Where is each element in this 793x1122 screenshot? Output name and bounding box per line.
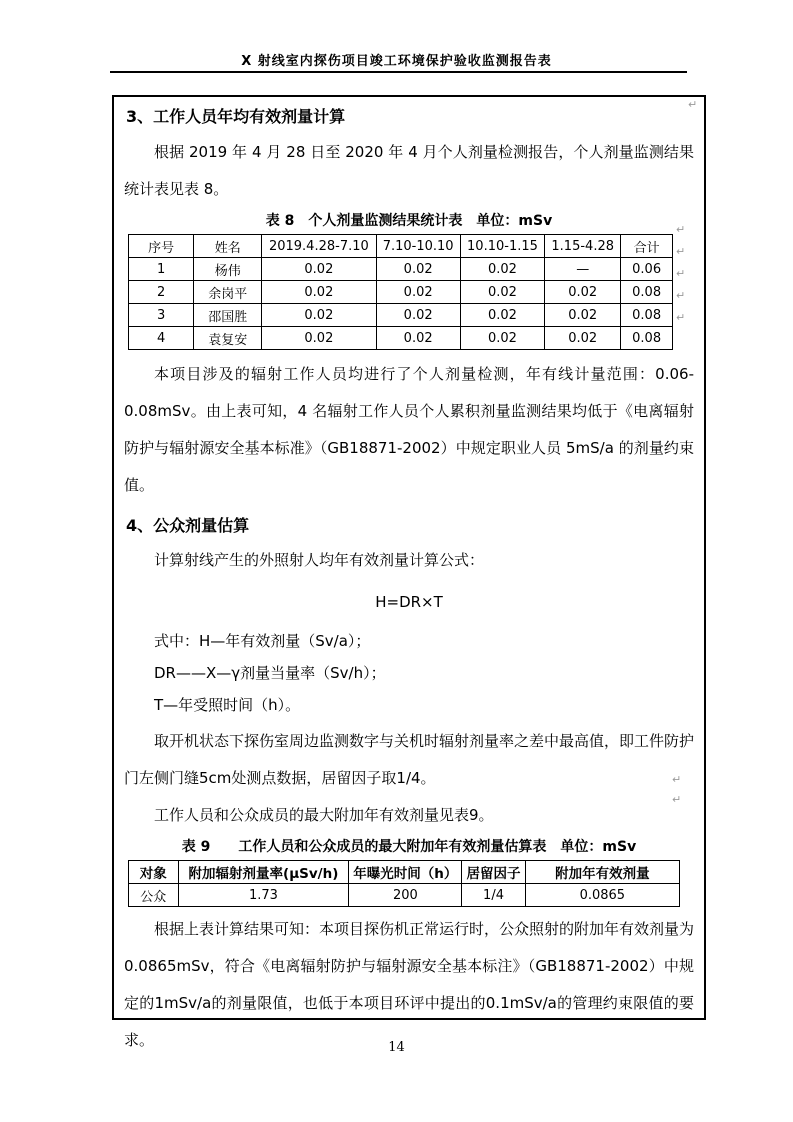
formula-def-line-2: DR——X—γ剂量当量率（Sv/h）； [154,664,386,682]
table-cell: 余岗平 [194,281,262,304]
table-cell: 袁复安 [194,327,262,350]
table-header-cell: 附加年有效剂量 [525,861,679,884]
table-cell: 0.02 [460,281,544,304]
table-cell: 0.02 [460,304,544,327]
table-cell: 0.02 [545,327,621,350]
table-header-cell: 对象 [129,861,179,884]
table-cell: 0.0865 [525,884,679,907]
table-header-cell: 2019.4.28-7.10 [262,235,376,258]
table-header-cell: 7.10-10.10 [376,235,460,258]
table-header-cell: 居留因子 [462,861,525,884]
table-cell: 0.02 [262,258,376,281]
paragraph-mark-icon: ↵ [676,245,686,258]
table-cell: 邵国胜 [194,304,262,327]
table-cell: 0.02 [376,327,460,350]
table-header-cell: 序号 [129,235,194,258]
table-cell: 公众 [129,884,179,907]
paragraph-mark-icon: ↵ [676,311,686,324]
table-row [129,327,673,350]
section4-heading: 4、公众剂量估算 [126,516,250,535]
table-header-cell: 年曝光时间（h） [349,861,462,884]
paragraph-mark-icon: ↵ [672,793,682,806]
section4-paragraph-2: 取开机状态下探伤室周边监测数字与关机时辐射剂量率之差中最高值，即工件防护门左侧门缝5cm处测点数据，居留因子取1/4。 [124,732,695,787]
table-cell: 0.08 [621,281,673,304]
table-row [129,884,680,907]
table-cell: 1.73 [178,884,349,907]
table-cell: 0.02 [376,281,460,304]
formula-def-line-3: T—年受照时间（h）。 [154,696,301,714]
paragraph-mark-icon: ↵ [688,98,698,111]
content-frame [112,95,706,1049]
document-header-title: X 射线室内探伤项目竣工环境保护验收监测报告表 [241,54,552,69]
table-header-cell: 附加辐射剂量率(μSv/h) [178,861,349,884]
table-header-cell: 合计 [621,235,673,258]
table-row [129,258,673,281]
table-cell: 0.02 [262,304,376,327]
section3-heading: 3、工作人员年均有效剂量计算 [126,107,346,126]
table-header-cell: 姓名 [194,235,262,258]
section4-paragraph-3: 工作人员和公众成员的最大附加年有效剂量见表9。 [154,806,494,824]
table-cell: 0.08 [621,327,673,350]
table-cell: 0.02 [262,327,376,350]
table-cell: 1 [129,258,194,281]
table8-title: 表 8 个人剂量监测结果统计表 单位：mSv [265,213,553,229]
table-cell: 4 [129,327,194,350]
table-cell: 0.02 [376,258,460,281]
section3-paragraph-2: 本项目涉及的辐射工作人员均进行了个人剂量检测，年有线计量范围：0.06-0.08mSv。由上表可知，4 名辐射工作人员个人累积剂量监测结果均低于《电离辐射防护与辐射源安全基本标准》（GB18871-2002）中规定职业人员 5mS/a 的剂量约束值。 [124,365,694,494]
table-cell: 1/4 [462,884,525,907]
page-number: 14 [388,1040,405,1055]
header-divider [110,71,687,73]
table-cell: — [545,258,621,281]
section3-paragraph-1: 根据 2019 年 4 月 28 日至 2020 年 4 月个人剂量检测报告，个人剂量监测结果统计表见表 8。 [124,143,694,198]
table-cell: 0.02 [545,304,621,327]
table9-header-row [129,861,680,884]
table-cell: 0.02 [545,281,621,304]
table-cell: 0.02 [262,281,376,304]
section4-paragraph-1: 计算射线产生的外照射人均年有效剂量计算公式： [154,551,485,569]
formula-annual-dose: H=DR×T [375,593,443,611]
section4-paragraph-4: 根据上表计算结果可知：本项目探伤机正常运行时，公众照射的附加年有效剂量为0.0865mSv，符合《电离辐射防护与辐射源安全基本标注》（GB18871-2002）中规定的1mSv/a的剂量限值，也低于本项目环评中提出的0.1mSv/a的管理约束限值的要求。 [124,920,695,1049]
paragraph-mark-icon: ↵ [672,773,682,786]
table-row [129,281,673,304]
table-cell: 0.02 [460,327,544,350]
table-cell: 0.08 [621,304,673,327]
table-cell: 3 [129,304,194,327]
table-cell: 0.02 [460,258,544,281]
table9-title: 表 9 工作人员和公众成员的最大附加年有效剂量估算表 单位：mSv [181,839,637,855]
formula-def-line-1: 式中：H—年有效剂量（Sv/a）； [154,632,371,650]
table-cell: 2 [129,281,194,304]
table-cell: 0.02 [376,304,460,327]
table8-header-row [129,235,673,258]
table8-personal-dose [128,234,673,350]
table-header-cell: 1.15-4.28 [545,235,621,258]
paragraph-mark-icon: ↵ [676,223,686,236]
table-cell: 200 [349,884,462,907]
table-row [129,304,673,327]
paragraph-mark-icon: ↵ [676,267,686,280]
table9-public-dose [128,860,680,907]
table-header-cell: 10.10-1.15 [460,235,544,258]
table-cell: 0.06 [621,258,673,281]
table-cell: 杨伟 [194,258,262,281]
paragraph-mark-icon: ↵ [676,289,686,302]
